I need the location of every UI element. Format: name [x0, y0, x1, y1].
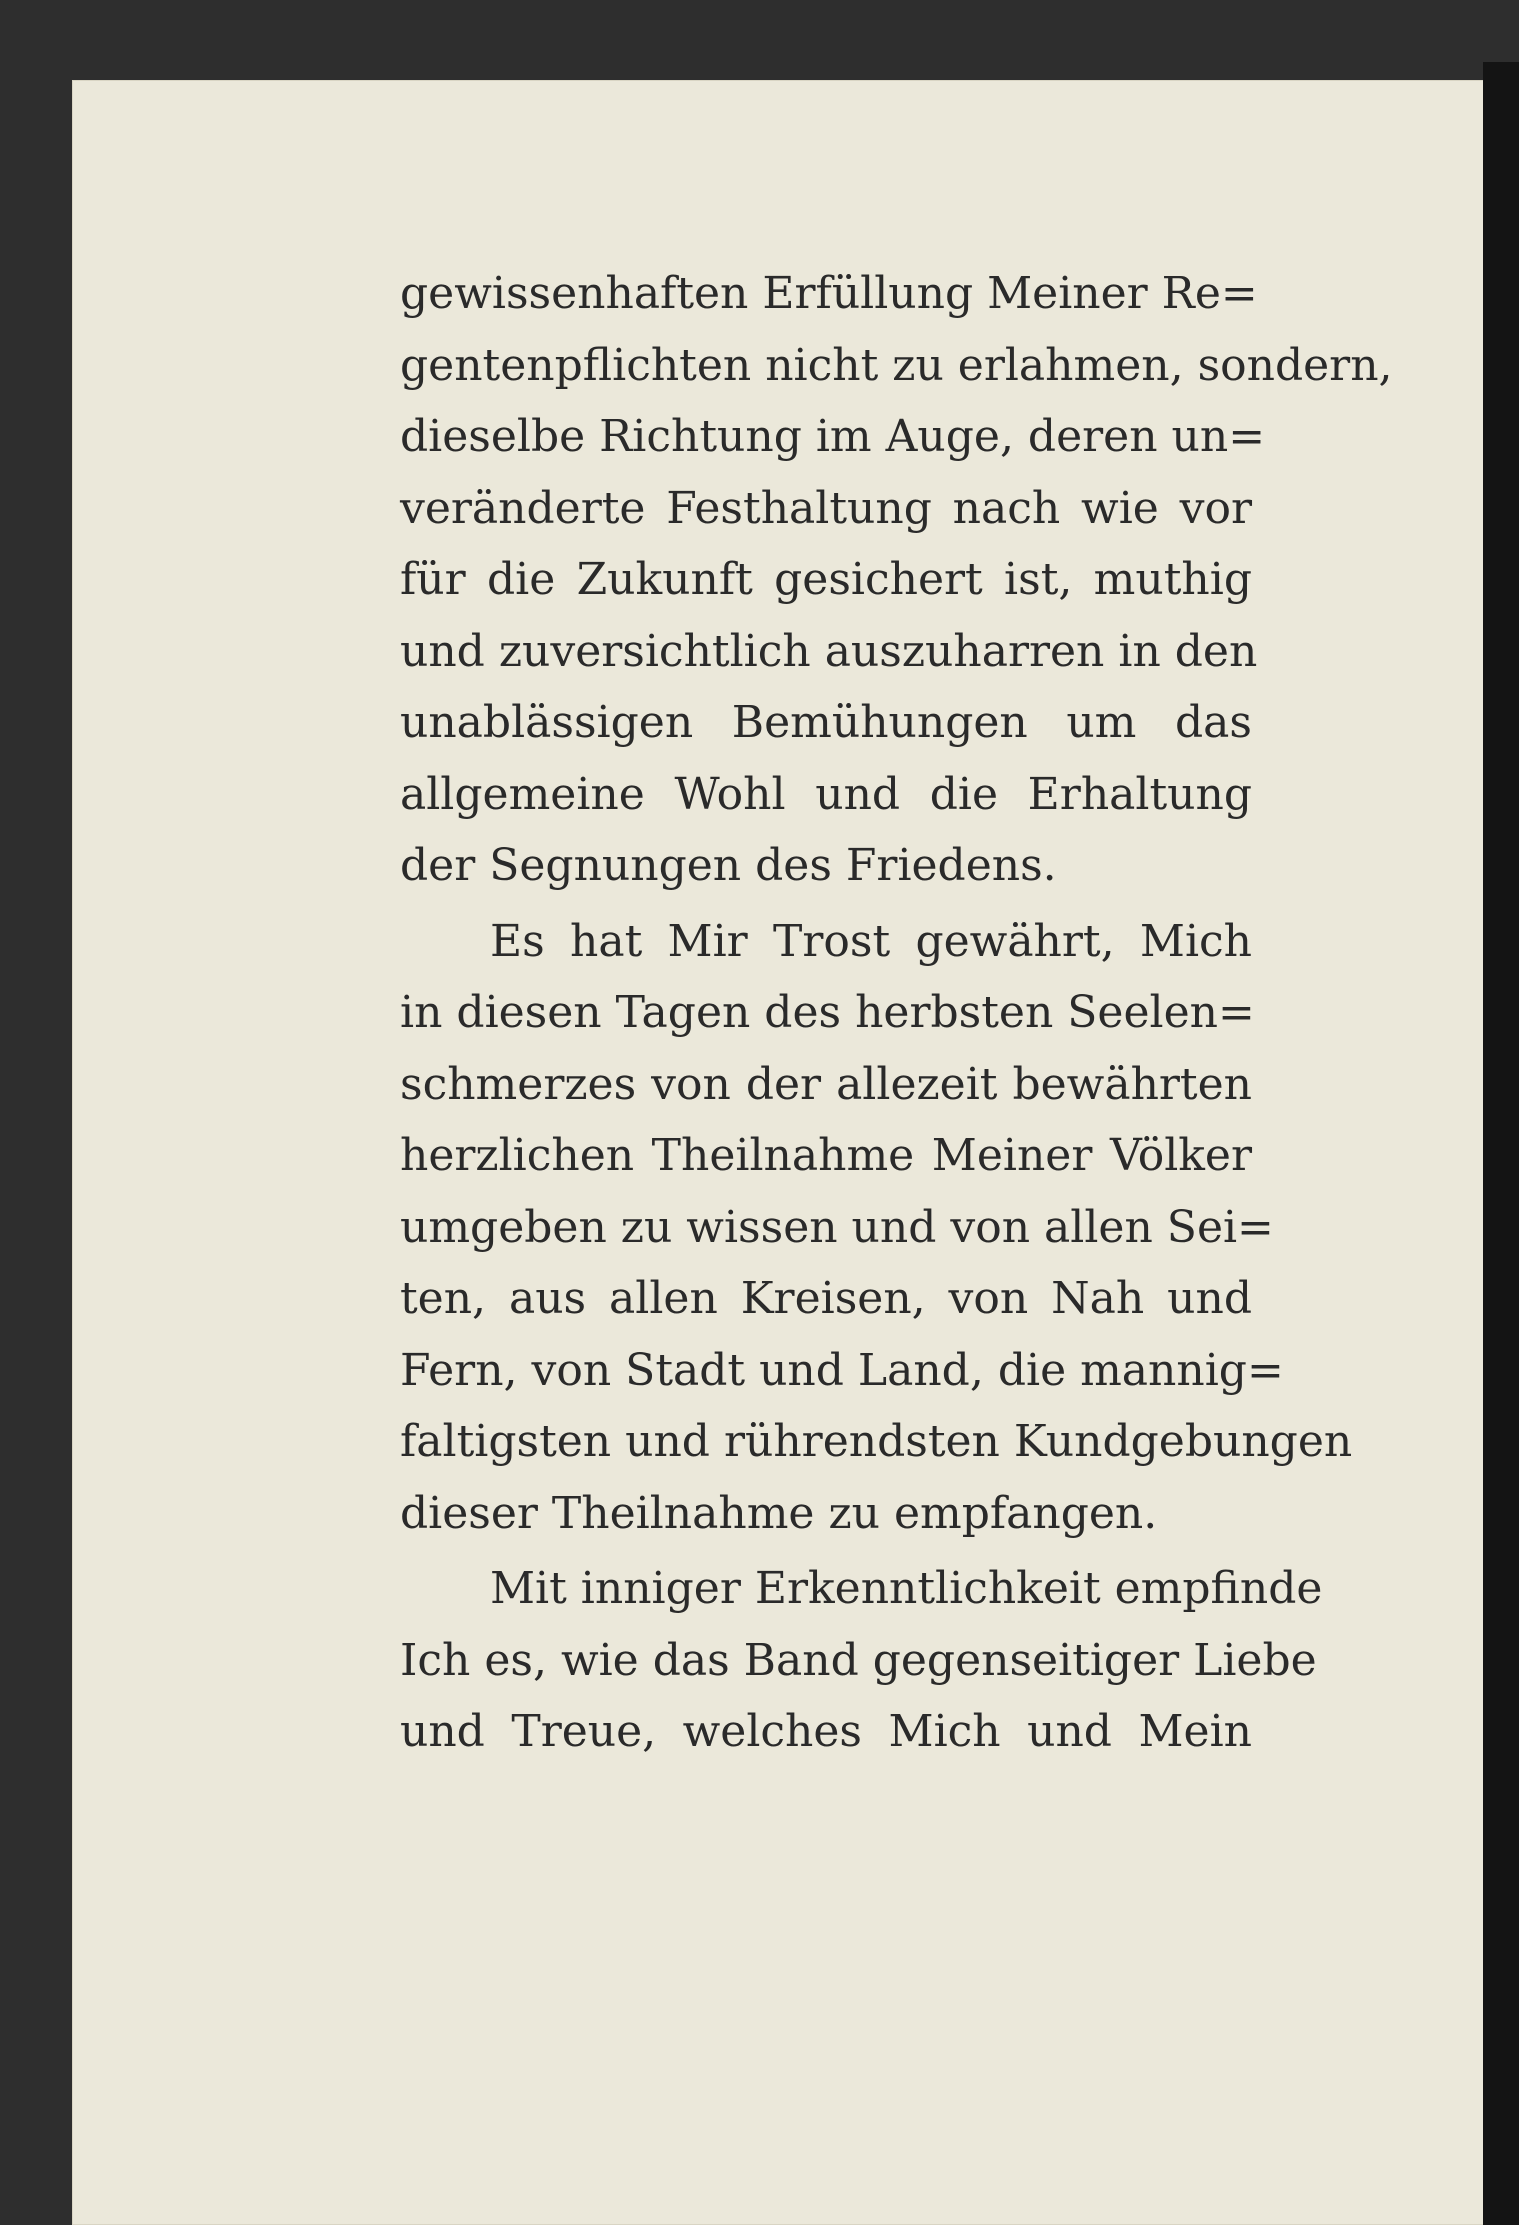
text-line: herzlichen Theilnahme Meiner Völker	[400, 1130, 1252, 1181]
paragraph	[400, 910, 1353, 1554]
text-line: Fern, von Stadt und Land, die mannig=	[400, 1344, 1284, 1396]
body-text	[400, 262, 1393, 1772]
text-line: faltigsten und rührendsten Kundgebungen	[400, 1416, 1353, 1467]
text-line: und zuversichtlich auszuharren in den	[400, 625, 1258, 677]
text-line: veränderte Festhaltung nach wie vor	[400, 482, 1252, 534]
text-line: gewissenhaften Erfüllung Meiner Re=	[400, 268, 1258, 319]
text-line: und Treue, welches Mich und Mein	[400, 1706, 1252, 1757]
paragraph	[400, 262, 1393, 906]
text-line: Ich es, wie das Band gegenseitiger Liebe	[400, 1634, 1317, 1686]
text-line: in diesen Tagen des herbsten Seelen=	[400, 987, 1255, 1038]
paragraph	[400, 1557, 1323, 1772]
text-line: allgemeine Wohl und die Erhaltung	[400, 768, 1252, 820]
text-line: der Segnungen des Friedens.	[400, 840, 1057, 891]
text-line: unablässigen Bemühungen um das	[400, 697, 1252, 748]
text-line: dieselbe Richtung im Auge, deren un=	[400, 411, 1266, 462]
text-line: umgeben zu wissen und von allen Sei=	[400, 1201, 1274, 1253]
text-line: dieser Theilnahme zu empfangen.	[400, 1487, 1158, 1539]
text-line: ten, aus allen Kreisen, von Nah und	[400, 1273, 1252, 1324]
text-line: für die Zukunft gesichert ist, muthig	[400, 554, 1252, 605]
scan-edge-strip	[1483, 62, 1519, 2225]
text-line: gentenpflichten nicht zu erlahmen, sondern,	[400, 339, 1393, 391]
text-line: Mit inniger Erkenntlichkeit empfinde	[490, 1563, 1323, 1614]
text-line: Es hat Mir Trost gewährt, Mich	[490, 915, 1252, 967]
text-line: schmerzes von der allezeit bewährten	[400, 1058, 1252, 1110]
